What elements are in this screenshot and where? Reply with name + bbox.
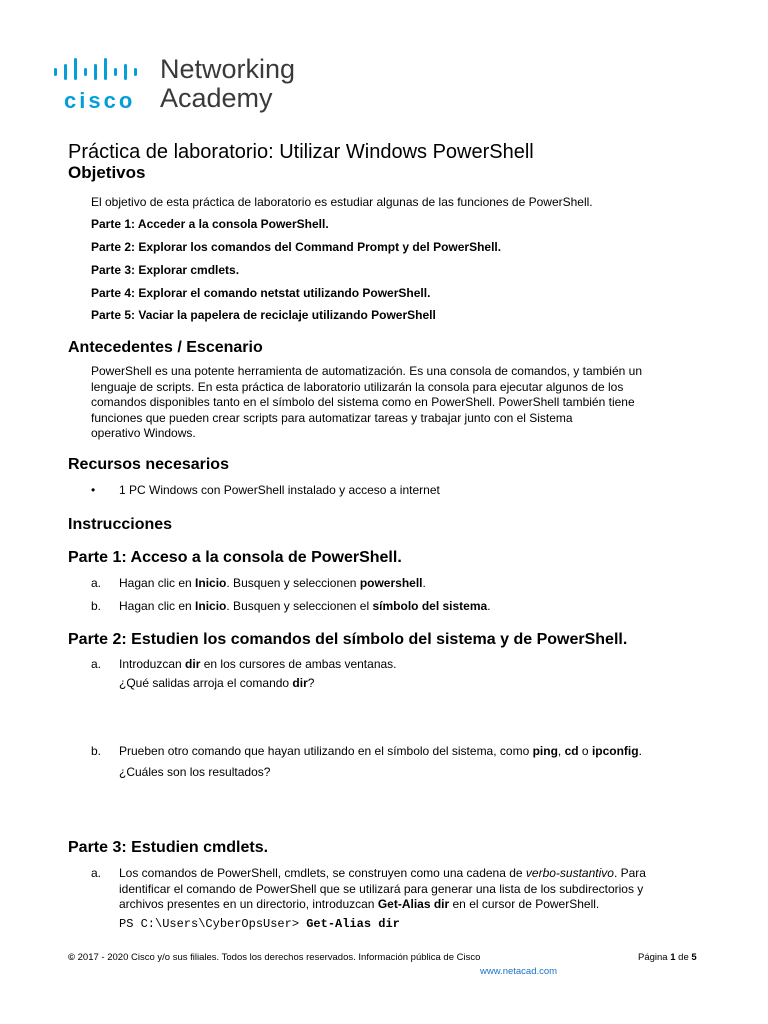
step-text: Los comandos de PowerShell, cmdlets, se construyen como una cadena de verbo-sustantivo. Para identificar el comando de PowerShell que se utilizará para generar una lista de los subdirectorios y archivos presentes en un directorio, introduzcan Get-Alias dir en el cursor de PowerShell. xyxy=(119,866,646,911)
antecedentes-line: comandos disponibles tanto en el símbolo del sistema como en PowerShell. PowerShell también tiene xyxy=(91,395,635,409)
logo-text xyxy=(160,55,295,113)
step-text: Hagan clic en Inicio. Busquen y seleccionen el símbolo del sistema. xyxy=(119,599,491,613)
antecedentes-line: funciones que pueden crear scripts para automatizar tareas y trabajar junto con el Sistema xyxy=(91,410,573,425)
objetivo-part-3: Parte 3: Explorar cmdlets. xyxy=(91,263,240,277)
powershell-command: PS C:\Users\CyberOpsUser> Get-Alias dir xyxy=(119,917,400,931)
antecedentes-line: PowerShell es una potente herramienta de automatización. Es una consola de comandos, y también un xyxy=(91,364,643,378)
parte3-heading: Parte 3: Estudien cmdlets. xyxy=(68,839,269,856)
step-label: b. xyxy=(91,744,102,758)
step-label: b. xyxy=(91,599,102,613)
parte1-heading: Parte 1: Acceso a la consola de PowerShell. xyxy=(68,549,402,566)
objetivo-part-4: Parte 4: Explorar el comando netstat utilizando PowerShell. xyxy=(91,286,431,300)
antecedentes-line: operativo Windows. xyxy=(91,426,196,440)
instrucciones-heading: Instrucciones xyxy=(68,516,173,533)
step-text: Hagan clic en Inicio. Busquen y seleccionen powershell. xyxy=(119,576,426,590)
question-text: ¿Cuáles son los resultados? xyxy=(119,765,271,779)
document-title: Práctica de laboratorio: Utilizar Windows PowerShell xyxy=(68,141,534,163)
objetivos-intro: El objetivo de esta práctica de laboratorio es estudiar algunas de las funciones de PowerShell. xyxy=(91,195,593,209)
logo-line2: Academy xyxy=(160,83,273,113)
step-text: Introduzcan dir en los cursores de ambas ventanas. xyxy=(119,657,397,671)
step-label: a. xyxy=(91,657,102,671)
logo-line1: Networking xyxy=(160,54,296,84)
recursos-item-text: 1 PC Windows con PowerShell instalado y acceso a internet xyxy=(119,483,440,497)
objetivo-part-5: Parte 5: Vaciar la papelera de reciclaje utilizando PowerShell xyxy=(91,308,436,322)
objetivo-part-1: Parte 1: Acceder a la consola PowerShell. xyxy=(91,217,329,231)
step-label: a. xyxy=(91,576,102,590)
footer-copyright: © 2017 - 2020 Cisco y/o sus filiales. Todos los derechos reservados. Información pública de Cisco xyxy=(68,952,481,963)
step-text: Prueben otro comando que hayan utilizando en el símbolo del sistema, como ping, cd o ipconfig. xyxy=(119,744,642,758)
parte2-heading: Parte 2: Estudien los comandos del símbolo del sistema y de PowerShell. xyxy=(68,631,628,648)
step-label: a. xyxy=(91,866,102,880)
cisco-logo xyxy=(52,58,148,110)
cisco-wordmark: cisco xyxy=(64,88,136,110)
antecedentes-paragraph xyxy=(91,364,681,442)
antecedentes-heading: Antecedentes / Escenario xyxy=(68,339,263,356)
objetivos-heading: Objetivos xyxy=(68,163,146,182)
question-text: ¿Qué salidas arroja el comando dir? xyxy=(119,676,315,690)
footer-page-number: Página 1 de 5 xyxy=(638,952,697,963)
bullet: • xyxy=(91,483,96,497)
antecedentes-line: lenguaje de scripts. En esta práctica de laboratorio utilizarán la consola para ejecutar algunos de los xyxy=(91,379,624,394)
recursos-heading: Recursos necesarios xyxy=(68,456,229,473)
objetivo-part-2: Parte 2: Explorar los comandos del Command Prompt y del PowerShell. xyxy=(91,240,502,254)
netacad-link[interactable]: www.netacad.com xyxy=(480,966,558,977)
